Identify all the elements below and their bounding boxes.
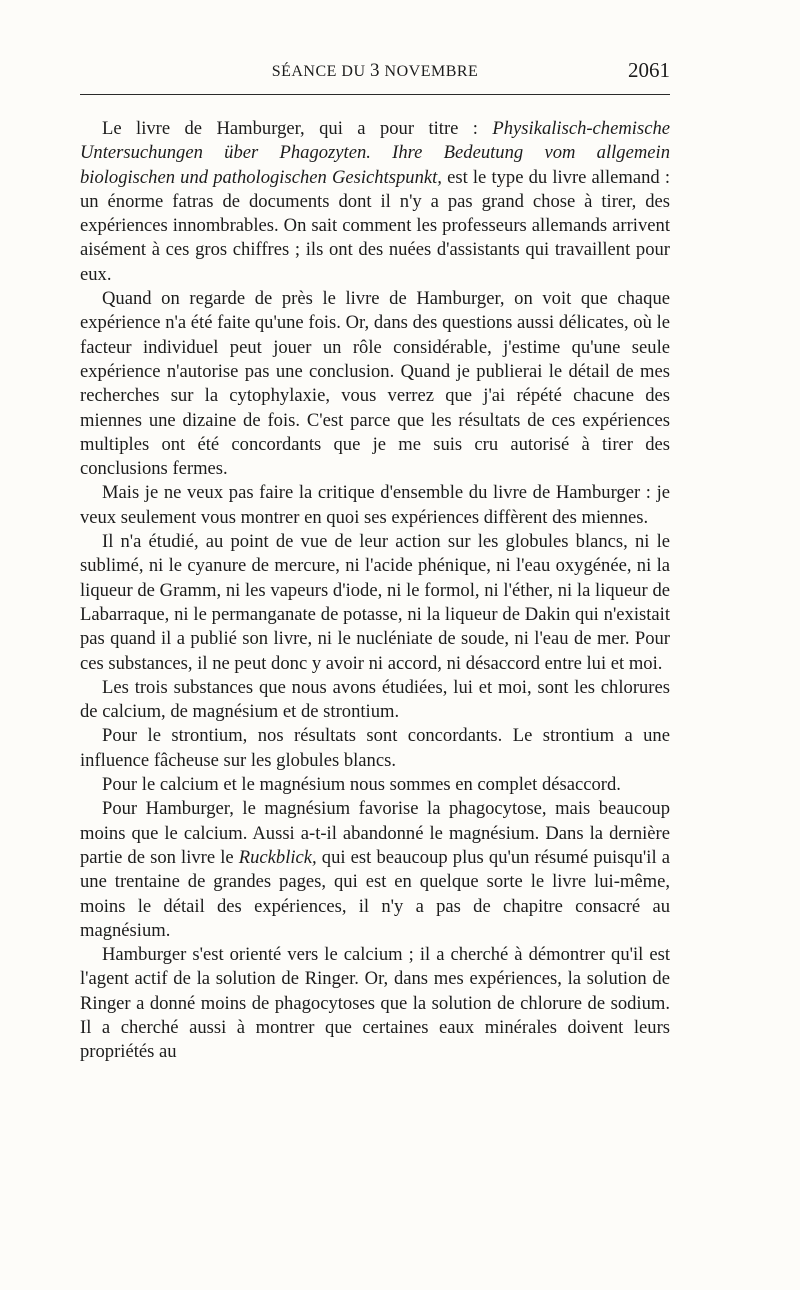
body-text	[80, 117, 670, 1065]
paragraph	[80, 797, 670, 943]
paragraph-text: qui est beaucoup plus qu'un résumé puisqu'il a une trentaine de grandes pages, qui est en quelque sorte le livre lui-même, moins le détail des expériences, il n'y a pas de chapitre consacré au magnésium.	[80, 846, 670, 941]
paragraph: Quand on regarde de près le livre de Hamburger, on voit que chaque expérience n'a été faite qu'une fois. Or, dans des questions aussi délicates, où le facteur individuel peut jouer un rôle considérable, j'estime qu'une seule expérience n'autorise pas une conclusion. Quand je publierai le détail de mes recherches sur la cytophylaxie, vous verrez que j'ai répété chacune des miennes une dizaine de fois. C'est parce que les résultats de ces expériences multiples ont été concordants que je me suis cru autorisé à tirer des conclusions fermes.	[80, 288, 670, 480]
paragraph-text: Pour Hamburger, le magnésium favorise la phagocytose, mais beaucoup moins que le calcium. Aussi a-t-il abandonné le magnésium. Dans la dernière partie de son livre le	[80, 798, 670, 868]
running-head-day: 3	[370, 60, 381, 81]
running-head-prefix: SÉANCE DU	[271, 63, 371, 80]
paragraph: Pour le calcium et le magnésium nous sommes en complet désaccord.	[102, 774, 621, 796]
page-header	[80, 56, 670, 95]
running-head	[80, 60, 670, 82]
book-title-italic: Physikalisch-chemische Untersuchungen über Phagozyten. Ihre Bedeutung vom allgemein biologischen und pathologischen Gesichtspunkt,	[80, 118, 670, 188]
paragraph-text: est le type du livre allemand : un énorme fatras de documents dont il n'y a pas grand chose à tirer, des expériences innombrables. On sait comment les professeurs allemands arrivent aisément à ces gros chiffres ; ils ont des nuées d'assistants qui travaillent pour eux.	[80, 166, 671, 285]
paragraph: Il n'a étudié, au point de vue de leur action sur les globules blancs, ni le sublimé, ni le cyanure de mercure, ni l'acide phénique, ni l'eau oxygénée, ni la liqueur de Gramm, ni les vapeurs d'iode, ni le formol, ni l'éther, ni la liqueur de Labarraque, ni le permanganate de potasse, ni la liqueur de Dakin qui n'existait pas quand il a publié son livre, ni le nucléniate de soude, ni l'eau de mer. Pour ces substances, il ne peut donc y avoir ni accord, ni désaccord entre lui et moi.	[80, 531, 670, 674]
paragraph: Hamburger s'est orienté vers le calcium ; il a cherché à démontrer qu'il est l'agent actif de la solution de Ringer. Or, dans mes expériences, la solution de Ringer a donné moins de phagocytoses que la solution de chlorure de sodium. Il a cherché aussi à montrer que certaines eaux minérales doivent leurs propriétés au	[80, 944, 670, 1063]
paragraph: Mais je ne veux pas faire la critique d'ensemble du livre de Hamburger : je veux seulement vous montrer en quoi ses expériences diffèrent des miennes.	[80, 482, 670, 528]
document-page	[80, 56, 670, 1065]
section-title-italic: Ruckblick,	[238, 846, 317, 868]
paragraph: Les trois substances que nous avons étudiées, lui et moi, sont les chlorures de calcium, de magnésium et de strontium.	[80, 676, 670, 723]
paragraph	[80, 117, 670, 287]
paragraph-text: Le livre de Hamburger, qui a pour titre :	[102, 118, 493, 139]
page-number: 2061	[628, 58, 670, 82]
paragraph: Pour le strontium, nos résultats sont concordants. Le strontium a une influence fâcheuse sur les globules blancs.	[80, 725, 670, 771]
running-head-suffix: NOVEMBRE	[380, 63, 479, 80]
